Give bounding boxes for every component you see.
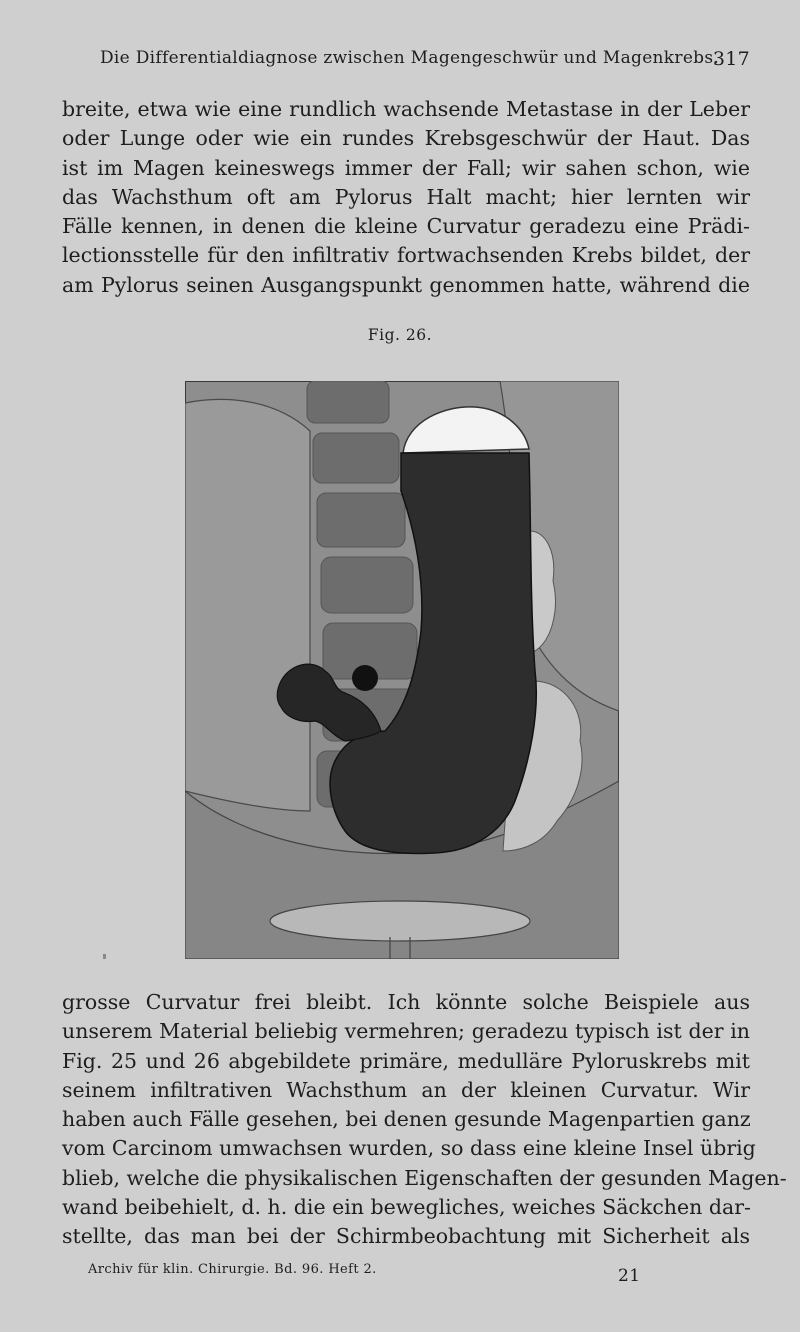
text-line: das Wachsthum oft am Pylorus Halt macht; hier lernten wir [62,184,750,209]
paragraph-top [62,95,750,300]
text-line: blieb, welche die physikalischen Eigenschaften der gesunden Magen- [62,1165,787,1190]
text-line: unserem Material beliebig vermehren; geradezu typisch ist der in [62,1019,750,1044]
text-line: ist im Magen keineswegs immer der Fall; wir sahen schon, wie [62,155,750,180]
text-line: Fälle kennen, in denen die kleine Curvatur geradezu eine Prädi- [62,214,750,239]
text-line: stellte, das man bei der Schirmbeobachtung mit Sicherheit als [62,1224,750,1249]
text-line: haben auch Fälle gesehen, bei denen gesunde Magenpartien ganz [62,1107,751,1132]
text-line: grosse Curvatur frei bleibt. Ich könnte solche Beispiele aus [62,990,750,1014]
footer [88,1262,648,1286]
radiograph-illustration [185,381,619,959]
running-head-title: Die Differentialdiagnose zwischen Magengeschwür und Magenkrebs. [100,48,720,68]
radiograph-figure [185,381,619,959]
text-line: wand beibehielt, d. h. die ein bewegliches, weiches Säckchen dar- [62,1195,751,1220]
text-line: lectionsstelle für den infiltrativ fortwachsenden Krebs bildet, der [62,243,750,268]
text-line: vom Carcinom umwachsen wurden, so dass eine kleine Insel übrig [62,1136,756,1161]
text-line: breite, etwa wie eine rundlich wachsende Metastase in der Leber [62,97,750,121]
signature-mark: 21 [618,1266,641,1286]
text-line: oder Lunge oder wie ein rundes Krebsgeschwür der Haut. Das [62,126,750,151]
paragraph-bottom [62,988,787,1252]
text-line: am Pylorus seinen Ausgangspunkt genommen hatte, während die [62,272,750,297]
paper-speck [103,954,106,959]
journal-reference: Archiv für klin. Chirurgie. Bd. 96. Heft 2. [88,1262,377,1277]
text-line: Fig. 25 und 26 abgebildete primäre, medulläre Pyloruskrebs mit [62,1048,750,1073]
figure-caption: Fig. 26. [367,326,433,344]
page-number: 317 [712,48,750,70]
text-line: seinem infiltrativen Wachsthum an der kleinen Curvatur. Wir [62,1077,750,1102]
